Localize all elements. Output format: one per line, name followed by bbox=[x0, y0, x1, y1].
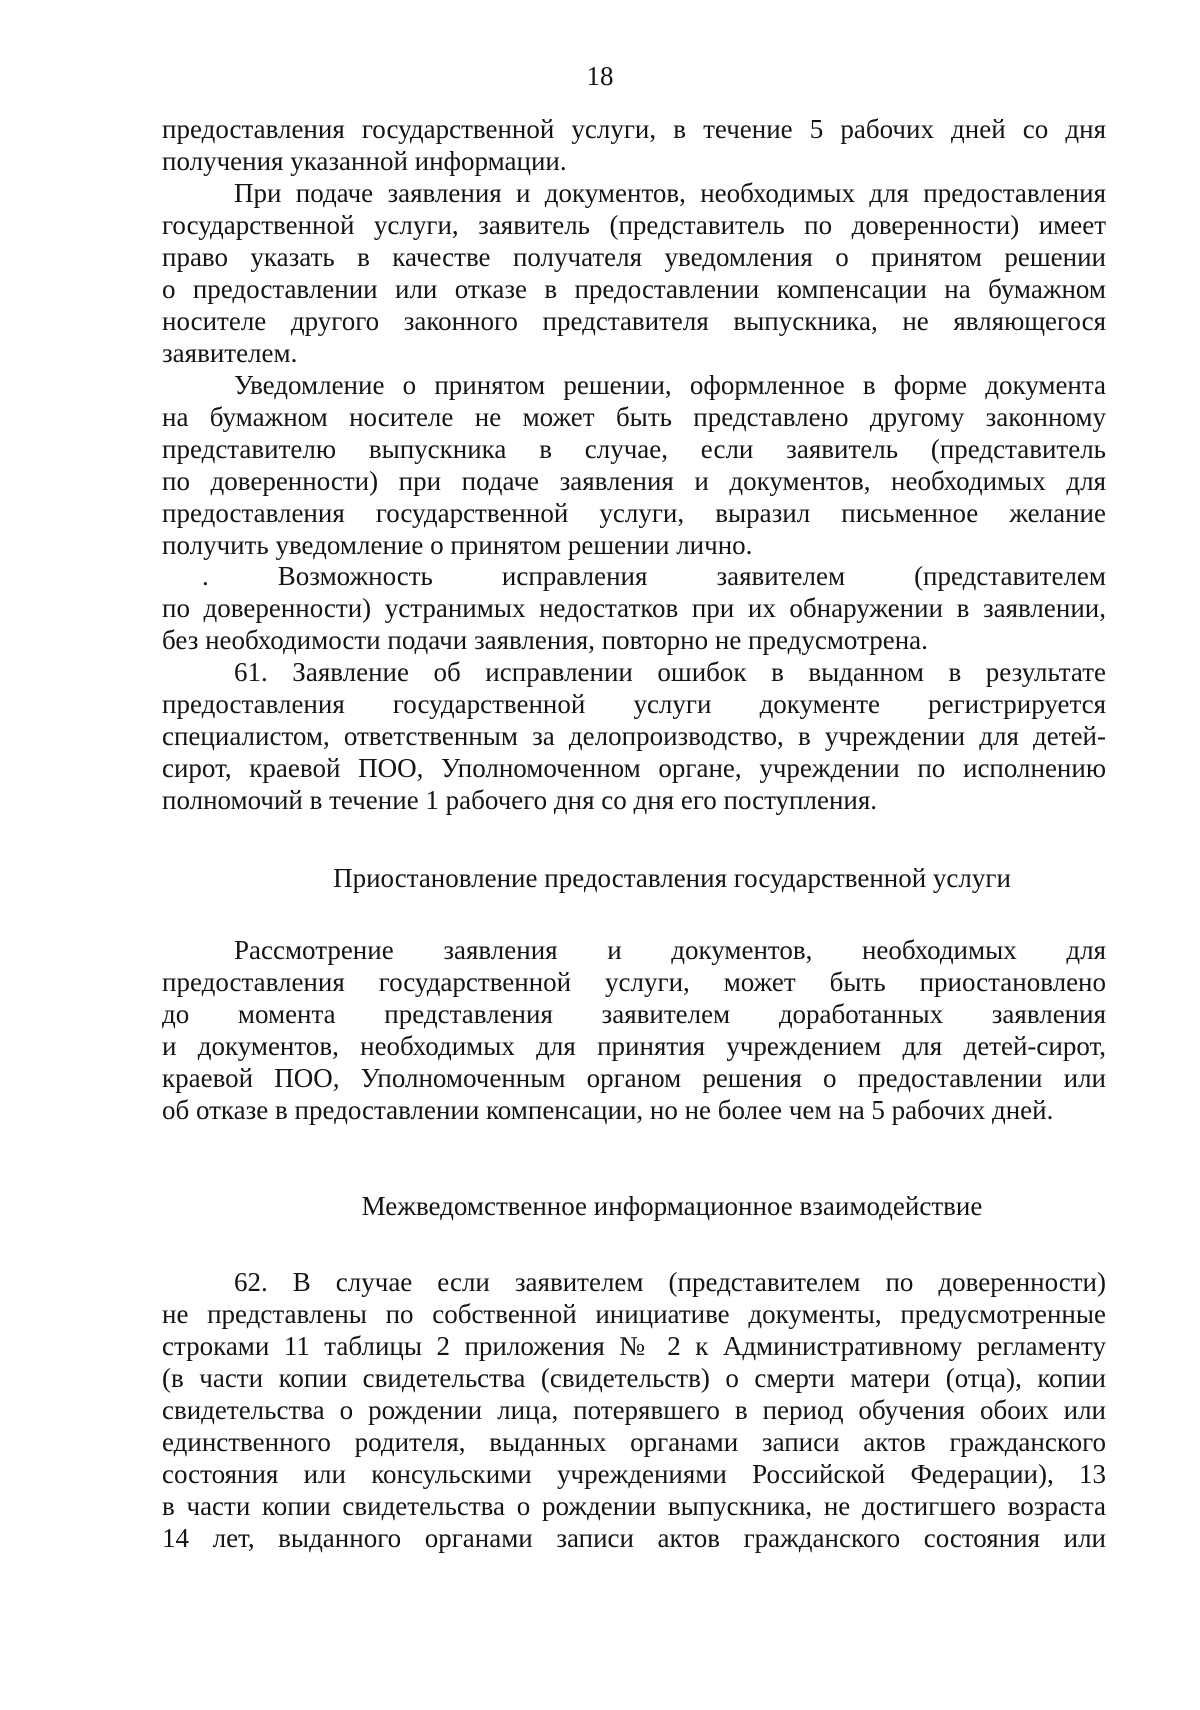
text-line: о предоставлении или отказе в предоставлении компенсации на бумажном bbox=[162, 274, 1106, 304]
text-line: государственной услуги, заявитель (представитель по доверенности) имеет bbox=[162, 210, 1106, 240]
text-line: 62. В случае если заявителем (представителем по доверенности) bbox=[234, 1267, 1106, 1297]
text-line: в части копии свидетельства о рождении выпускника, не достигшего возраста bbox=[162, 1491, 1106, 1521]
text-line: сирот, краевой ПОО, Уполномоченном органе, учреждении по исполнению bbox=[162, 753, 1106, 783]
text-line: об отказе в предоставлении компенсации, но не более чем на 5 рабочих дней. bbox=[162, 1095, 1054, 1125]
text-line: по доверенности) при подаче заявления и документов, необходимых для bbox=[162, 466, 1106, 496]
text-line: состояния или консульскими учреждениями Российской Федерации), 13 bbox=[162, 1459, 1106, 1489]
text-line: и документов, необходимых для принятия учреждением для детей-сирот, bbox=[162, 1031, 1106, 1061]
text-line: до момента представления заявителем доработанных заявления bbox=[162, 999, 1106, 1029]
text-line: предоставления государственной услуги, в течение 5 рабочих дней со дня bbox=[162, 114, 1106, 144]
text-line: 61. Заявление об исправлении ошибок в выданном в результате bbox=[234, 657, 1106, 687]
page-number: 18 bbox=[586, 61, 614, 91]
text-line: Рассмотрение заявления и документов, необходимых для bbox=[234, 935, 1106, 965]
text-line: без необходимости подачи заявления, повторно не предусмотрена. bbox=[162, 625, 928, 655]
text-line: представителю выпускника в случае, если заявитель (представитель bbox=[162, 434, 1106, 464]
text-line: не представлены по собственной инициативе документы, предусмотренные bbox=[162, 1299, 1106, 1329]
text-line: полномочий в течение 1 рабочего дня со дня его поступления. bbox=[162, 785, 878, 815]
text-line: получения указанной информации. bbox=[162, 146, 567, 176]
text-line: строками 11 таблицы 2 приложения № 2 к Административному регламенту bbox=[162, 1331, 1106, 1361]
text-line: . Возможность исправления заявителем (представителем bbox=[202, 561, 1106, 591]
text-line: право указать в качестве получателя уведомления о принятом решении bbox=[162, 242, 1106, 272]
text-line: При подаче заявления и документов, необходимых для предоставления bbox=[234, 178, 1106, 208]
text-line: получить уведомление о принятом решении лично. bbox=[162, 530, 753, 560]
text-line: Уведомление о принятом решении, оформленное в форме документа bbox=[234, 370, 1106, 400]
text-line: на бумажном носителе не может быть представлено другому законному bbox=[162, 402, 1106, 432]
text-line: (в части копии свидетельства (свидетельств) о смерти матери (отца), копии bbox=[162, 1363, 1106, 1393]
section-heading-interagency: Межведомственное информационное взаимодействие bbox=[361, 1191, 983, 1221]
text-line: носителе другого законного представителя выпускника, не являющегося bbox=[162, 306, 1106, 336]
text-line: заявителем. bbox=[162, 338, 298, 368]
text-line: краевой ПОО, Уполномоченным органом решения о предоставлении или bbox=[162, 1063, 1106, 1093]
section-heading-suspension: Приостановление предоставления государственной услуги bbox=[333, 863, 1011, 893]
text-line: предоставления государственной услуги, выразил письменное желание bbox=[162, 498, 1106, 528]
text-line: 14 лет, выданного органами записи актов гражданского состояния или bbox=[162, 1523, 1106, 1553]
text-line: единственного родителя, выданных органами записи актов гражданского bbox=[162, 1427, 1106, 1457]
text-line: специалистом, ответственным за делопроизводство, в учреждении для детей- bbox=[162, 721, 1106, 751]
text-line: предоставления государственной услуги, может быть приостановлено bbox=[162, 967, 1106, 997]
text-line: предоставления государственной услуги документе регистрируется bbox=[162, 689, 1106, 719]
text-line: по доверенности) устранимых недостатков при их обнаружении в заявлении, bbox=[162, 593, 1106, 623]
text-line: свидетельства о рождении лица, потерявшего в период обучения обоих или bbox=[162, 1395, 1106, 1425]
